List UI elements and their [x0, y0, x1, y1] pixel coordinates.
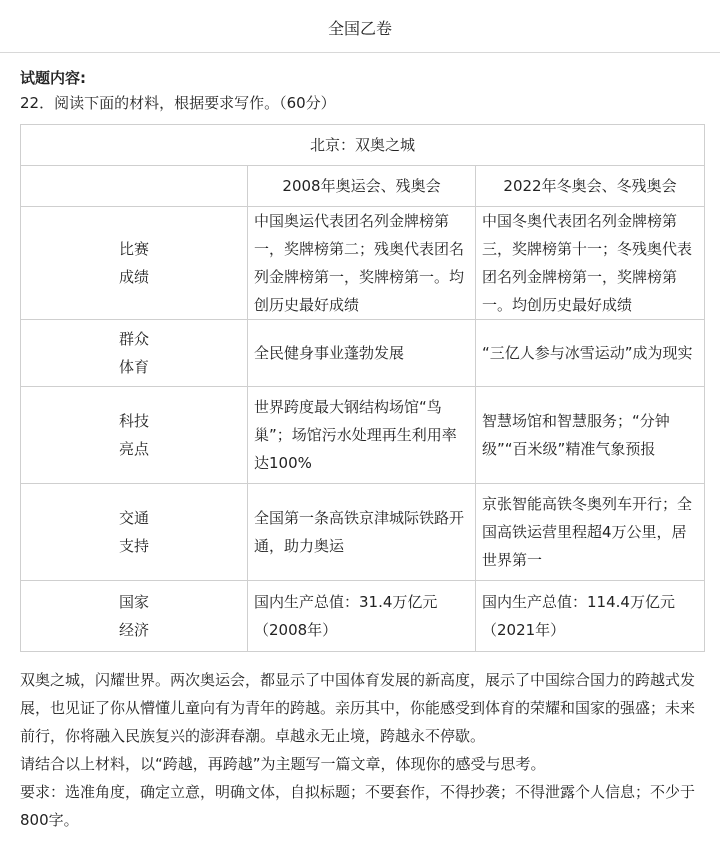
passage-paragraph: 双奥之城，闪耀世界。两次奥运会，都显示了中国体育发展的新高度，展示了中国综合国力的跨越式发展，也见证了你从懵懂儿童向有为青年的跨越。亲历其中，你能感受到体育的荣耀和国家的强盛；未来前行，你将融入民族复兴的澎湃春潮。卓越永无止境，跨越永不停歇。	[20, 671, 696, 745]
writing-passage	[20, 666, 706, 834]
table-header-row	[21, 166, 705, 207]
cell-2008: 国内生产总值：31.4万亿元（2008年）	[248, 581, 476, 652]
table-header-blank	[21, 166, 248, 207]
row-label: 群众 体育	[21, 320, 248, 387]
cell-2022: “三亿人参与冰雪运动”成为现实	[476, 320, 705, 387]
table-row	[21, 207, 705, 320]
cell-2008: 世界跨度最大钢结构场馆“鸟巢”；场馆污水处理再生利用率达100%	[248, 387, 476, 484]
table-row	[21, 581, 705, 652]
table-title: 北京：双奥之城	[21, 125, 705, 166]
table-header-2008: 2008年奥运会、残奥会	[248, 166, 476, 207]
cell-2022: 国内生产总值：114.4万亿元（2021年）	[476, 581, 705, 652]
row-label: 国家 经济	[21, 581, 248, 652]
table-row	[21, 484, 705, 581]
passage-instruction: 请结合以上材料，以“跨越，再跨越”为主题写一篇文章，体现你的感受与思考。	[20, 755, 546, 773]
cell-2022: 中国冬奥代表团名列金牌榜第三，奖牌榜第十一；冬残奥代表团名列金牌榜第一，奖牌榜第一。均创历史最好成绩	[476, 207, 705, 320]
materials-table	[20, 124, 705, 652]
table-header-2022: 2022年冬奥会、冬残奥会	[476, 166, 705, 207]
table-title-row	[21, 125, 705, 166]
cell-2008: 全民健身事业蓬勃发展	[248, 320, 476, 387]
cell-2022: 京张智能高铁冬奥列车开行；全国高铁运营里程超4万公里，居世界第一	[476, 484, 705, 581]
passage-requirements: 要求：选准角度，确定立意，明确文体，自拟标题；不要套作，不得抄袭；不得泄露个人信息；不少于800字。	[20, 783, 696, 829]
question-content	[20, 66, 706, 834]
row-label: 交通 支持	[21, 484, 248, 581]
table-row	[21, 320, 705, 387]
cell-2008: 中国奥运代表团名列金牌榜第一，奖牌榜第二；残奥代表团名列金牌榜第一，奖牌榜第一。均创历史最好成绩	[248, 207, 476, 320]
row-label: 比赛 成绩	[21, 207, 248, 320]
cell-2008: 全国第一条高铁京津城际铁路开通，助力奥运	[248, 484, 476, 581]
title-divider	[0, 52, 720, 53]
question-prompt: 22．阅读下面的材料，根据要求写作。（60分）	[20, 94, 336, 112]
table-row	[21, 387, 705, 484]
row-label: 科技 亮点	[21, 387, 248, 484]
page-title: 全国乙卷	[327, 19, 392, 38]
section-label: 试题内容:	[20, 69, 86, 87]
cell-2022: 智慧场馆和智慧服务；“分钟级”“百米级”精准气象预报	[476, 387, 705, 484]
